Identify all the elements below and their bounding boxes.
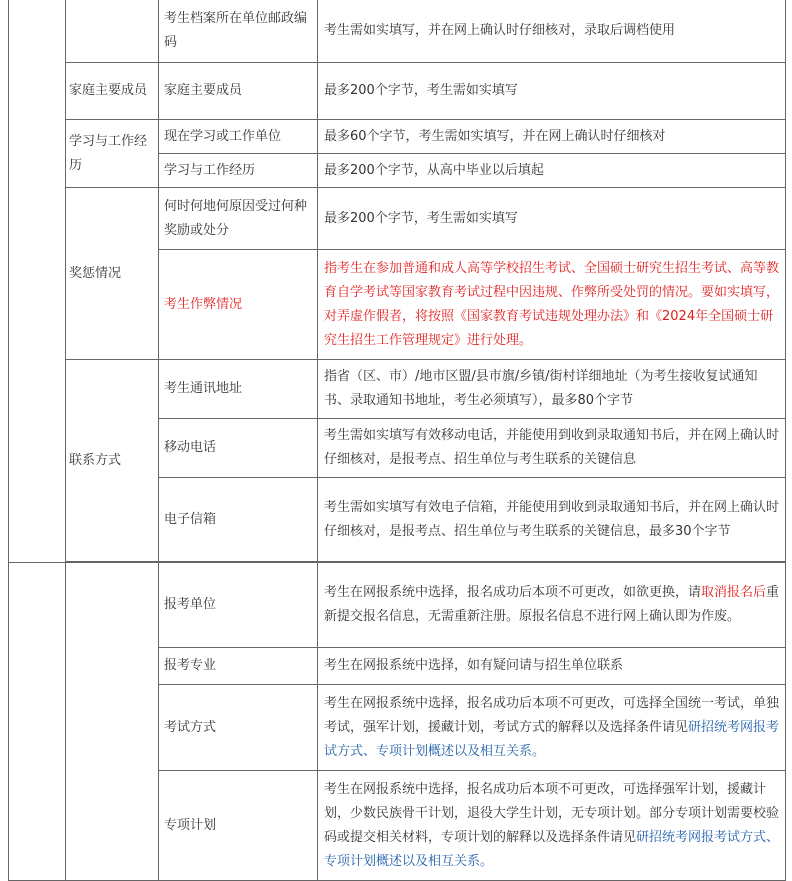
section-col-blank [9,0,66,563]
field-name-cell: 考生通讯地址 [159,360,318,419]
description-cell: 最多200个字节，考生需如实填写 [318,188,786,250]
description-cell [318,563,786,648]
category-cell-blank [66,563,159,881]
field-name-cell: 家庭主要成员 [159,63,318,120]
desc-text: 重新提交报名信息，无需重新注册。原报名信息不进行网上确认即为作废。 [324,585,780,624]
field-name-cell: 报考专业 [159,648,318,685]
table-row [9,120,786,154]
description-cell: 考生在网报系统中选择，如有疑问请与招生单位联系 [318,648,786,685]
field-name-cell: 考生作弊情况 [159,250,318,360]
table-row [9,63,786,120]
field-name-cell: 移动电话 [159,419,318,478]
description-cell: 考生需如实填写有效移动电话，并能使用到收到录取通知书后，并在网上确认时仔细核对，是报考点、招生单位与考生联系的关键信息 [318,419,786,478]
description-cell: 最多200个字节，考生需如实填写 [318,63,786,120]
special-plan-link[interactable]: 研招统考网报考试方式、专项计划概述以及相互关系。 [324,829,780,869]
field-name-cell: 现在学习或工作单位 [159,120,318,154]
category-cell-blank [66,0,159,63]
desc-text: 考生在网报系统中选择，报名成功后本项不可更改，可选择强军计划，援藏计划，少数民族骨干计划，退役大学生计划，无专项计划。部分专项计划需要校验码或提交相关材料，专项计划的解释以及选择条件请见 [324,781,780,845]
desc-text: 考生在网报系统中选择，报名成功后本项不可更改，可选择全国统一考试，单独考试，强军计划，援藏计划，考试方式的解释以及选择条件请见 [324,695,780,735]
table-row [9,0,786,63]
category-cell: 奖惩情况 [66,188,159,360]
field-name-cell: 考试方式 [159,685,318,771]
cancel-registration-text: 取消报名后 [701,585,767,600]
table-row [9,563,786,648]
description-cell: 指考生在参加普通和成人高等学校招生考试、全国硕士研究生招生考试、高等教育自学考试等国家教育考试过程中因违规、作弊所受处罚的情况。要如实填写，对弄虚作假者，将按照《国家教育考试违规处理办法》和《2024年全国硕士研究生招生工作管理规定》进行处理。 [318,250,786,360]
description-cell: 最多60个字节，考生需如实填写，并在网上确认时仔细核对 [318,120,786,154]
description-cell: 最多200个字节，从高中毕业以后填起 [318,154,786,188]
category-cell: 家庭主要成员 [66,63,159,120]
section-col-blank [9,563,66,881]
table-row [9,188,786,250]
description-cell: 指省（区、市）/地市区盟/县市旗/乡镇/街村详细地址（为考生接收复试通知书、录取通知书地址，考生必须填写），最多80个字节 [318,360,786,419]
field-name-cell: 报考单位 [159,563,318,648]
description-cell [318,685,786,771]
table-row [9,360,786,419]
registration-field-table [8,0,786,881]
desc-text: 考生在网报系统中选择，报名成功后本项不可更改，如欲更换，请 [324,585,702,600]
field-name-cell: 考生档案所在单位邮政编码 [159,0,318,63]
exam-method-link[interactable]: 研招统考网报考试方式、专项计划概述以及相互关系。 [324,719,780,759]
description-cell [318,771,786,881]
field-name-cell: 电子信箱 [159,478,318,562]
field-name-cell: 何时何地何原因受过何种奖励或处分 [159,188,318,250]
field-name-cell: 学习与工作经历 [159,154,318,188]
field-name-cell: 专项计划 [159,771,318,881]
category-cell: 联系方式 [66,360,159,562]
category-cell: 学习与工作经历 [66,120,159,188]
description-cell: 考生需如实填写，并在网上确认时仔细核对，录取后调档使用 [318,0,786,63]
description-cell: 考生需如实填写有效电子信箱，并能使用到收到录取通知书后，并在网上确认时仔细核对，是报考点、招生单位与考生联系的关键信息，最多30个字节 [318,478,786,562]
